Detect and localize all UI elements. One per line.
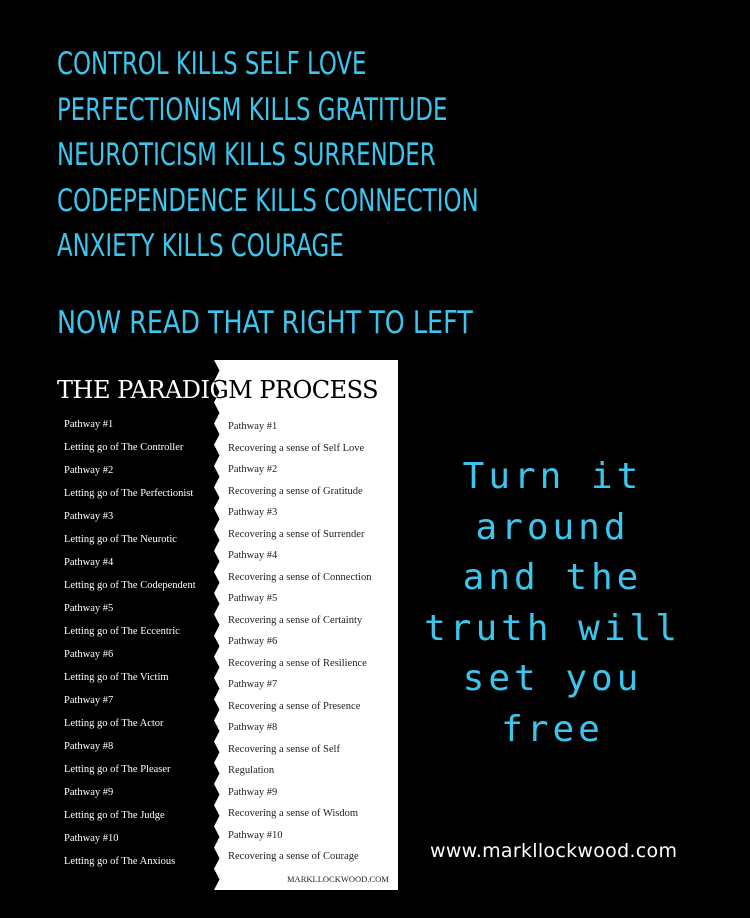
list-item: Regulation [228,765,275,776]
list-item: Letting go of The Victim [64,672,169,683]
list-item: Pathway #1 [64,419,114,430]
list-item: Pathway #5 [228,593,278,604]
list-item: Pathway #4 [228,550,278,561]
list-item: Pathway #3 [64,511,114,522]
list-item: Recovering a sense of Wisdom [228,808,359,819]
list-item: Letting go of The Perfectionist [64,488,194,499]
headline: NEUROTICISM KILLS SURRENDER [57,137,436,173]
list-item: Pathway #2 [64,465,114,476]
message-line: set you [462,658,643,699]
list-item: Pathway #9 [64,787,114,798]
list-item: Pathway #5 [64,603,114,614]
list-item: Pathway #4 [64,557,114,568]
message-line: and the [462,557,643,598]
list-item: Pathway #9 [228,786,278,798]
list-item: Letting go of The Actor [64,718,164,729]
list-item: Recovering a sense of Resilience [228,657,367,669]
list-item: Pathway #7 [64,695,114,706]
message-line: truth will [424,607,681,649]
list-item: Pathway #8 [228,722,278,733]
list-item: Letting go of The Anxious [64,856,176,867]
list-item: Pathway #6 [228,636,278,647]
list-item: Recovering a sense of Connection [228,571,372,583]
headline: PERFECTIONISM KILLS GRATITUDE [57,91,448,128]
list-item: Pathway #8 [64,741,114,752]
list-item: Letting go of The Neurotic [64,534,177,545]
list-item: Pathway #7 [228,679,278,690]
message-line: free [501,708,604,750]
list-item: Pathway #3 [228,507,278,518]
website-url: www.markllockwood.com [430,840,678,862]
headline: ANXIETY KILLS COURAGE [57,228,344,264]
message-line: Turn it [462,456,643,497]
list-item: Pathway #6 [64,649,114,660]
handwritten-message [420,452,685,755]
message-line: around [475,506,630,548]
list-item: Letting go of The Judge [64,810,165,821]
list-item: Recovering a sense of Surrender [228,528,365,540]
list-item: Letting go of The Codependent [64,580,196,591]
list-item: Recovering a sense of Certainty [228,614,363,626]
list-item: Letting go of The Controller [64,442,184,453]
list-item: Letting go of The Eccentric [64,626,180,637]
panel-footer: MARKLLOCKWOOD.COM [287,874,389,884]
list-item: Pathway #1 [228,421,278,432]
headline: CONTROL KILLS SELF LOVE [57,46,367,82]
list-item: Recovering a sense of Self [228,743,340,755]
list-item: Recovering a sense of Presence [228,700,361,712]
list-item: Pathway #2 [228,464,278,475]
list-item: Pathway #10 [64,833,119,844]
list-item: Recovering a sense of Self Love [228,442,365,454]
list-item: Pathway #10 [228,829,283,841]
headlines [57,42,571,270]
paradigm-title: THE PARADIGM PROCESS [57,376,379,404]
list-item: Letting go of The Pleaser [64,764,171,775]
instruction: NOW READ THAT RIGHT TO LEFT [57,305,473,341]
list-item: Recovering a sense of Courage [228,851,359,862]
list-item: Recovering a sense of Gratitude [228,485,363,497]
headline: CODEPENDENCE KILLS CONNECTION [57,182,479,219]
